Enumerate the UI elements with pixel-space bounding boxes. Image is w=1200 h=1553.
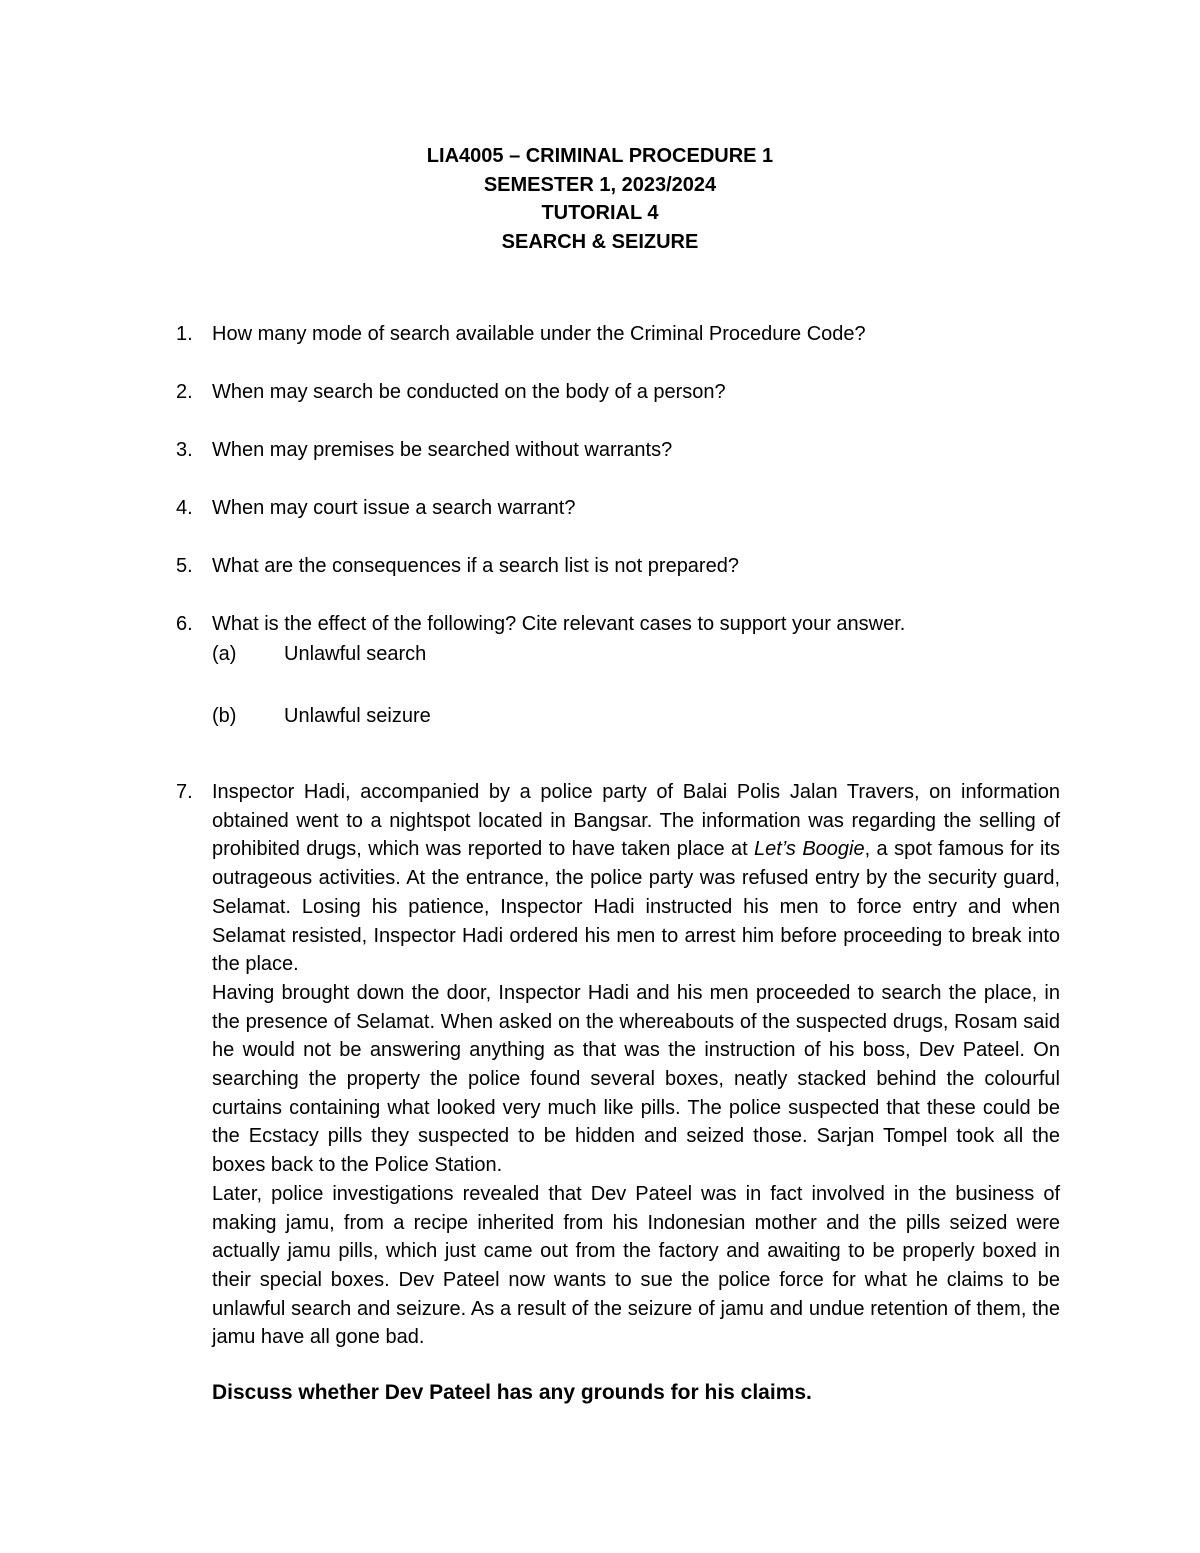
question-number: 4. — [176, 497, 193, 519]
scenario-paragraph-1 — [212, 778, 1060, 979]
course-title: LIA4005 – CRIMINAL PROCEDURE 1 — [426, 145, 774, 167]
question-text: When may premises be searched without warrants? — [212, 439, 673, 461]
venue-name: Let’s Boogie — [754, 838, 865, 861]
topic-line: SEARCH & SEIZURE — [501, 230, 699, 253]
question-text: What are the consequences if a search list is not prepared? — [212, 555, 739, 577]
sub-question-text: Unlawful seizure — [284, 705, 431, 727]
question-text: What is the effect of the following? Cite relevant cases to support your answer. — [212, 613, 906, 635]
question-3 — [176, 435, 1060, 465]
question-number: 1. — [176, 323, 193, 345]
sub-question-label: (b) — [212, 705, 237, 727]
scenario-text: , a spot famous for its outrageous activities. At the entrance, the police party was refused entry by the security guard, Selamat. Losing his patience, Inspector Hadi instructed his men to force entry and when Selamat resisted, Inspector Hadi ordered his men to arrest him before proceeding to break into the place. — [212, 838, 1060, 976]
scenario-paragraph-2: Having brought down the door, Inspector Hadi and his men proceeded to search the place, in the presence of Selamat. When asked on the whereabouts of the suspected drugs, Rosam said he would not be answering anything as that was the instruction of his boss, Dev Pateel. On searching the property the police found several boxes, neatly stacked behind the colourful curtains containing what looked very much like pills. The police suspected that these could be the Ecstacy pills they suspected to be hidden and seized those. Sarjan Tompel took all the boxes back to the Police Station. — [212, 981, 1060, 1177]
sub-question-label: (a) — [212, 643, 237, 665]
scenario-paragraph-3: Later, police investigations revealed that Dev Pateel was in fact involved in the business of making jamu, from a recipe inherited from his Indonesian mother and the pills seized were actually jamu pills, which just came out from the factory and awaiting to be properly boxed in their special boxes. Dev Pateel now wants to sue the police force for what he claims to be unlawful search and seizure. As a result of the seizure of jamu and undue retention of them, the jamu have all gone bad. — [212, 1182, 1060, 1349]
tutorial-line: TUTORIAL 4 — [541, 202, 659, 224]
question-2 — [176, 377, 1060, 407]
discussion-prompt: Discuss whether Dev Pateel has any grounds for his claims. — [212, 1381, 812, 1404]
question-list — [176, 319, 1060, 1352]
question-number: 6. — [176, 613, 193, 635]
question-6 — [176, 609, 1060, 731]
question-number: 2. — [176, 381, 193, 403]
sub-question-text: Unlawful search — [284, 643, 427, 665]
document-header — [0, 142, 1200, 256]
question-text: When may court issue a search warrant? — [212, 497, 576, 519]
sub-question-b — [212, 701, 1060, 731]
sub-question-a — [212, 639, 1060, 669]
question-7 — [176, 778, 1060, 1352]
question-4 — [176, 493, 1060, 523]
question-number: 5. — [176, 555, 193, 577]
question-5 — [176, 551, 1060, 581]
question-text: When may search be conducted on the body of a person? — [212, 381, 726, 403]
question-number: 7. — [176, 781, 193, 803]
question-1 — [176, 319, 1060, 349]
scenario-text: Inspector Hadi, accompanied by a police party of Balai Polis Jalan Travers, on information obtained went to a nightspot located in Bangsar. The information was regarding the selling of prohibited drugs, which was reported to have taken place at — [212, 781, 1060, 861]
question-text: How many mode of search available under the Criminal Procedure Code? — [212, 323, 866, 345]
semester-line: SEMESTER 1, 2023/2024 — [483, 173, 717, 196]
question-number: 3. — [176, 439, 193, 461]
